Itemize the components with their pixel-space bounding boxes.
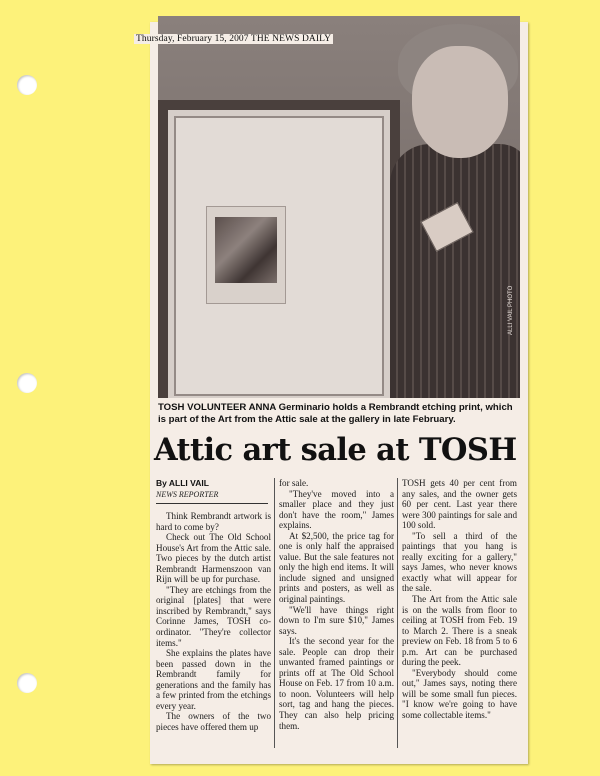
byline-rule	[156, 503, 268, 504]
paragraph: "We'll have things right down to I'm sure $10," James says.	[279, 604, 394, 636]
article-column-1	[156, 511, 271, 732]
dateline: Thursday, February 15, 2007 THE NEWS DAILY	[136, 34, 332, 44]
volunteer-face	[412, 46, 508, 158]
punch-hole-bottom	[17, 673, 37, 693]
column-divider	[274, 478, 275, 748]
paragraph: At $2,500, the price tag for one is only half the appraised value. But the sale features not only the high end items. It will include signed and unsigned prints and posters, as well as original paintings.	[279, 530, 394, 605]
article-column-3	[402, 478, 517, 721]
news-photo	[158, 16, 520, 398]
punch-hole-top	[17, 75, 37, 95]
headline: Attic art sale at TOSH	[154, 432, 517, 468]
byline: By ALLI VAIL	[156, 478, 209, 488]
paragraph: TOSH gets 40 per cent from any sales, and the owner gets 60 per cent. Last year there were 300 paintings for sale and 100 sold.	[402, 478, 517, 531]
photo-credit: ALLI VAIL PHOTO	[508, 285, 514, 335]
paragraph: for sale.	[279, 478, 309, 488]
rembrandt-etching	[215, 217, 277, 283]
column-divider	[397, 478, 398, 748]
etching-mat	[206, 206, 286, 304]
photo-caption: TOSH VOLUNTEER ANNA Germinario holds a Rembrandt etching print, which is part of the Art from the Attic sale at the gallery in late February.	[158, 402, 513, 425]
paragraph: She explains the plates have been passed down in the Rembrandt family for generations and the family has a few printed from the etchings every year.	[156, 648, 271, 711]
paragraph: Think Rembrandt artwork is hard to come by?	[156, 511, 271, 532]
paragraph: "They've moved into a smaller place and they just don't have the room," James explains.	[279, 488, 394, 531]
paragraph: Check out The Old School House's Art from the Attic sale. Two pieces by the dutch artist Rembrandt Harmenszoon van Rijn will be up for purchase.	[156, 532, 271, 585]
paragraph: "They are etchings from the original [plates] that were inscribed by Rembrandt," says Corinne James, TOSH co-ordinator. "They're collector items."	[156, 584, 271, 648]
volunteer-figure	[390, 144, 520, 398]
paragraph: The Art from the Attic sale is on the walls from floor to ceiling at TOSH from Feb. 19 to March 2. There is a sneak preview on Feb. 18 from 5 to 6 p.m. Art can be purchased during the peek.	[402, 594, 517, 668]
punch-hole-middle	[17, 373, 37, 393]
article-column-2	[279, 478, 394, 731]
byline-role: NEWS REPORTER	[156, 490, 219, 499]
paragraph: "Everybody should come out," James says, noting there will be some small fun pieces. "I know we're going to have some collectable items."	[402, 667, 517, 721]
framed-etching	[158, 100, 400, 398]
paragraph: The owners of the two pieces have offered them up	[156, 711, 271, 732]
paragraph: "To sell a third of the paintings that you hang is really exciting for a gallery," says James, who never knows exactly what will appear for the sale.	[402, 530, 517, 594]
paragraph: It's the second year for the sale. People can drop their unwanted framed paintings or prints off at The Old School House on Feb. 17 from 10 a.m. to noon. Volunteers will help sort, tag and hang the pieces. They can also help pricing them.	[279, 636, 394, 731]
